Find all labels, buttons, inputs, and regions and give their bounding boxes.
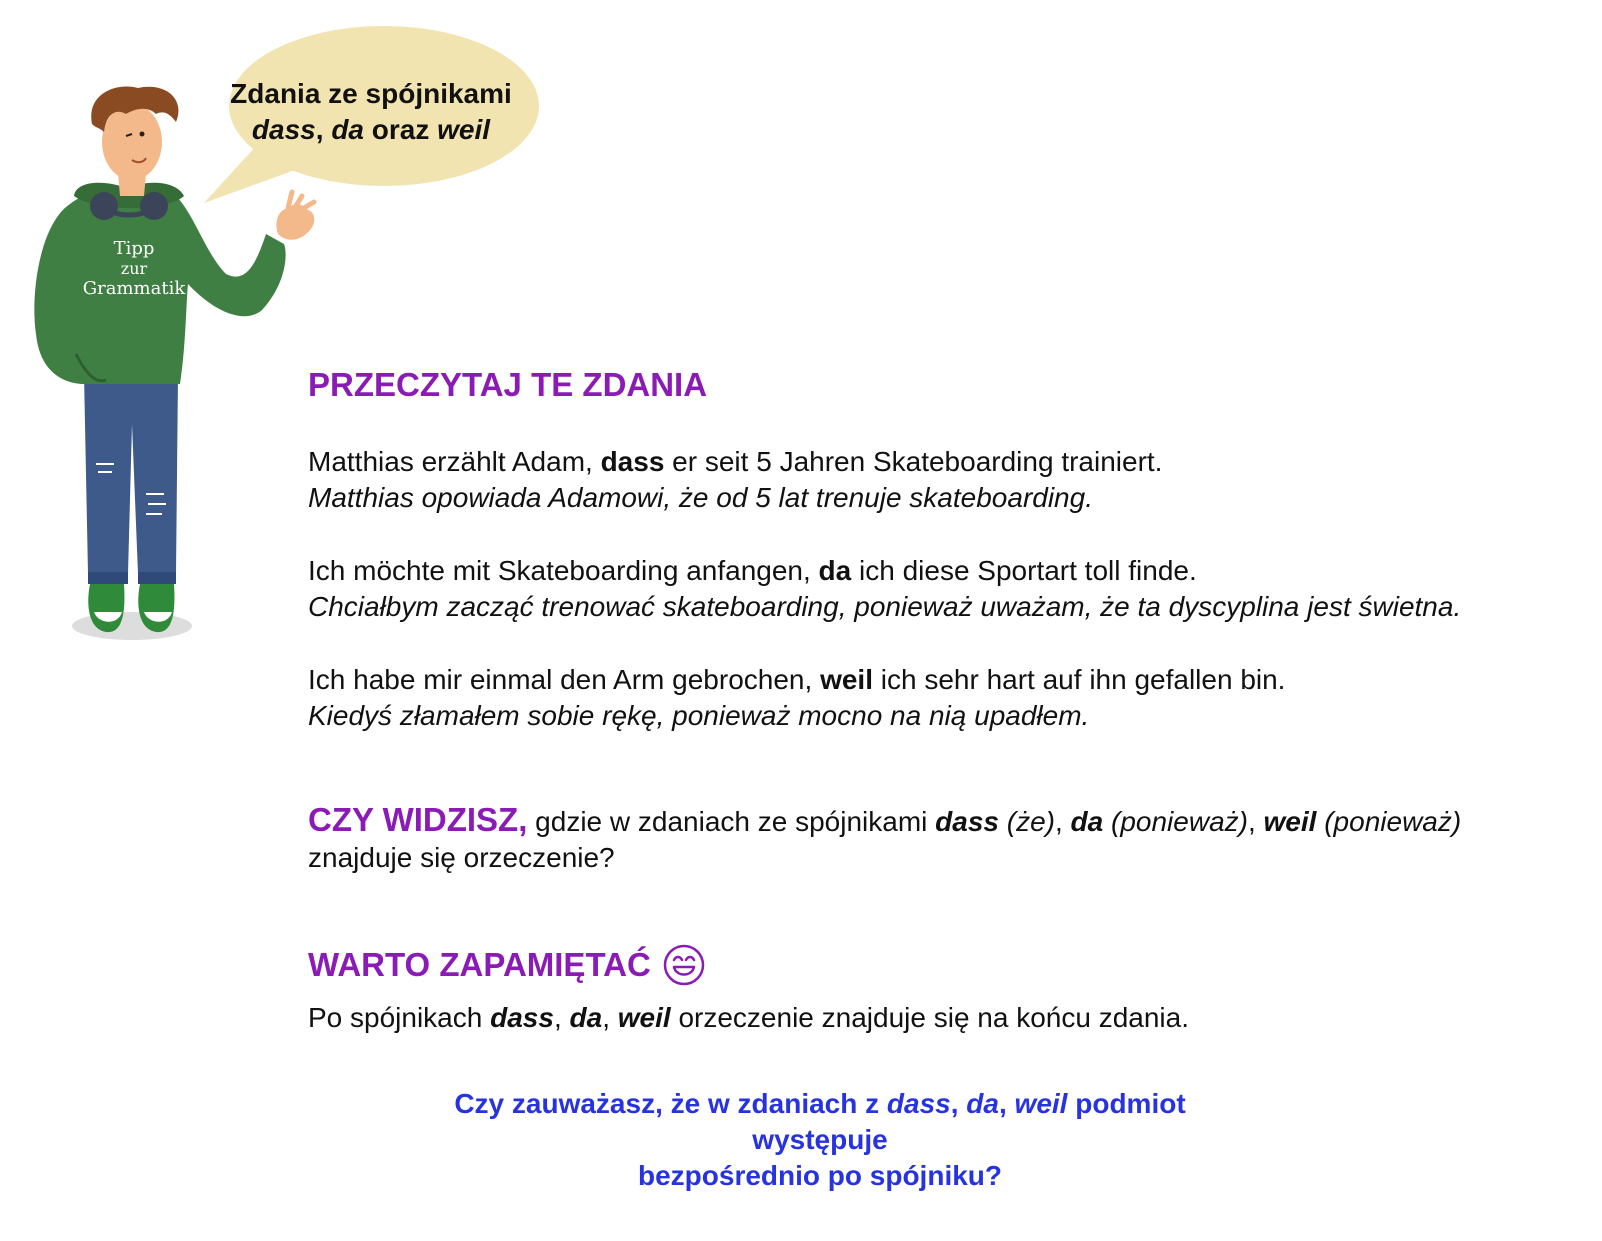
hoodie-text-2: zur — [120, 259, 148, 278]
para-text: orzeczenie znajduje się na końcu zdania. — [670, 1002, 1189, 1033]
sentence-pl: Chciałbym zacząć trenować skateboarding, ponieważ uważam, że ta dyscyplina jest świetna. — [308, 591, 1462, 622]
sentence-text: Ich habe mir einmal den Arm gebrochen, — [308, 664, 821, 695]
bubble-sep: , — [315, 114, 332, 145]
conjunction: da — [966, 1088, 999, 1119]
sentence-pl: Kiedyś złamałem sobie rękę, ponieważ mocno na nią upadłem. — [308, 700, 1090, 731]
sentence-pair-3 — [308, 662, 1285, 734]
conjunction: da — [569, 1002, 603, 1033]
para-text: znajduje się orzeczenie? — [308, 842, 615, 873]
sentence-pair-1 — [308, 444, 1162, 516]
conjunction: da — [1070, 806, 1104, 837]
separator: , — [998, 1088, 1015, 1119]
gloss: (ponieważ) — [1316, 806, 1462, 837]
sentence-de — [308, 553, 1461, 589]
sentence-text: Ich möchte mit Skateboarding anfangen, — [308, 555, 819, 586]
sentence-text: ich sehr hart auf ihn gefallen bin. — [872, 664, 1286, 695]
question-line-2: bezpośrednio po spójniku? — [638, 1160, 1002, 1191]
section-heading-see: CZY WIDZISZ, — [308, 801, 528, 838]
conjunction: dass — [886, 1088, 951, 1119]
bubble-oraz: oraz — [364, 114, 438, 145]
remember-heading-row — [308, 944, 705, 986]
boy-illustration — [26, 84, 326, 674]
smiling-face-icon — [663, 944, 705, 986]
question-do-you-see — [308, 802, 1548, 876]
sentence-text: Matthias erzählt Adam, — [308, 446, 601, 477]
sentence-text: ich diese Sportart toll finde. — [851, 555, 1197, 586]
bubble-conj-dass: dass — [251, 114, 316, 145]
para-text: gdzie w zdaniach ze spójnikami — [527, 806, 936, 837]
gloss: (że) — [998, 806, 1055, 837]
bubble-line-1: Zdania ze spójnikami — [230, 78, 512, 109]
conjunction: weil — [820, 664, 873, 695]
section-heading-remember: WARTO ZAPAMIĘTAĆ — [308, 946, 651, 983]
hoodie-text-1: Tipp — [113, 238, 155, 259]
question-text: podmiot występuje — [752, 1088, 1186, 1155]
bottom-question — [430, 1086, 1210, 1194]
hoodie-text-3: Grammatik — [82, 278, 186, 299]
conjunction: weil — [617, 1002, 671, 1033]
question-line-1 — [430, 1086, 1210, 1158]
separator: , — [1247, 806, 1264, 837]
bubble-conj-da: da — [331, 114, 364, 145]
separator: , — [553, 1002, 570, 1033]
conjunction: weil — [1014, 1088, 1068, 1119]
sentence-de — [308, 662, 1285, 698]
conjunction: dass — [600, 446, 665, 477]
separator: , — [1054, 806, 1071, 837]
sentence-pl: Matthias opowiada Adamowi, że od 5 lat trenuje skateboarding. — [308, 482, 1093, 513]
separator: , — [950, 1088, 967, 1119]
conjunction: weil — [1263, 806, 1317, 837]
rule-text — [308, 1000, 1189, 1036]
conjunction: da — [818, 555, 852, 586]
conjunction: dass — [935, 806, 999, 837]
separator: , — [602, 1002, 618, 1033]
para-text: Po spójnikach — [308, 1002, 491, 1033]
sentence-text: er seit 5 Jahren Skateboarding trainiert. — [664, 446, 1163, 477]
question-text: Czy zauważasz, że w zdaniach z — [454, 1088, 887, 1119]
gloss: (ponieważ) — [1103, 806, 1248, 837]
sentence-de — [308, 444, 1162, 480]
sentence-pair-2 — [308, 553, 1461, 625]
conjunction: dass — [490, 1002, 554, 1033]
bubble-conj-weil: weil — [437, 114, 491, 145]
section-heading-read: PRZECZYTAJ TE ZDANIA — [308, 366, 708, 403]
